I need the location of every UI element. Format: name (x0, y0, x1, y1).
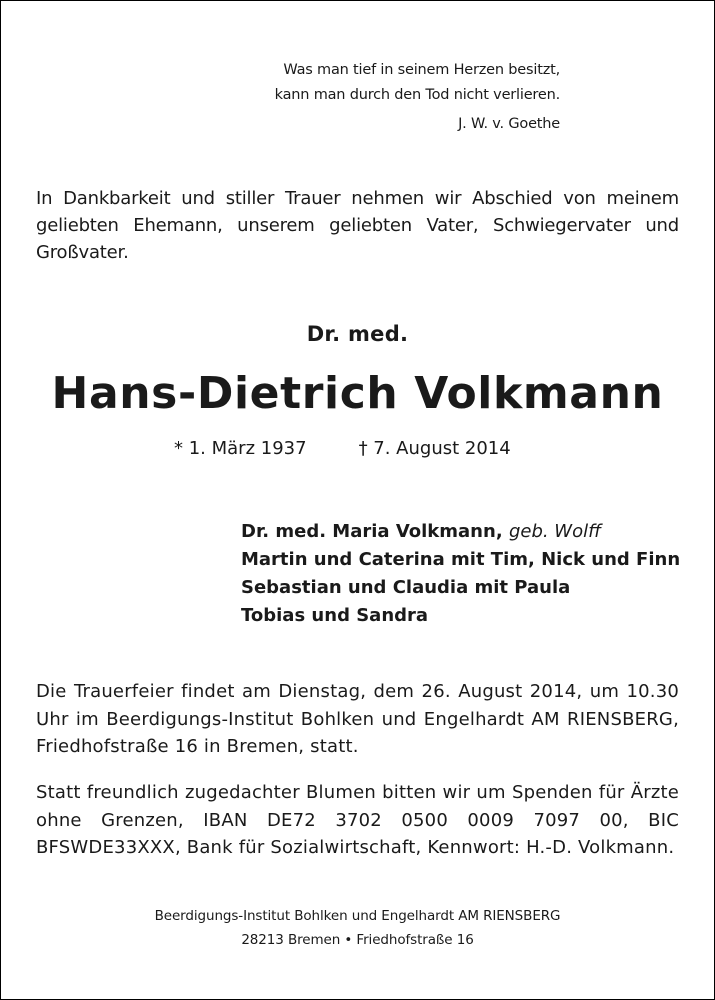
death-date: † 7. August 2014 (358, 438, 511, 459)
life-dates (174, 438, 511, 459)
footer-line-1: Beerdigungs-Institut Bohlken und Engelhardt AM RIENSBERG (154, 908, 561, 924)
quote-author: J. W. v. Goethe (458, 116, 560, 132)
birth-date: * 1. März 1937 (174, 438, 307, 459)
goethe-quote (275, 58, 560, 137)
deceased-title: Dr. med. (306, 322, 409, 346)
ceremony-info: Die Trauerfeier findet am Dienstag, dem 26. August 2014, um 10.30 Uhr im Beerdigungs-Institut Bohlken und Engelhardt AM RIENSBERG, Friedhofstraße 16 in Bremen, statt. (36, 681, 679, 757)
intro-text: In Dankbarkeit und stiller Trauer nehmen wir Abschied von meinem geliebten Ehemann, unserem geliebten Vater, Schwiegervater und Großvater. (36, 188, 679, 263)
spouse-name: Dr. med. Maria Volkmann, (241, 521, 503, 542)
mourner-line: Tobias und Sandra (241, 605, 429, 626)
donation-info: Statt freundlich zugedachter Blumen bitten wir um Spenden für Ärzte ohne Grenzen, IBAN DE72 3702 0500 0009 7097 00, BIC BFSWDE33XXX, Bank für Sozialwirtschaft, Kennwort: H.-D. Volkmann. (36, 782, 679, 858)
mourner-line: Sebastian und Claudia mit Paula (241, 577, 571, 598)
mourners-list (241, 518, 680, 630)
quote-line-2: kann man durch den Tod nicht verlieren. (274, 87, 560, 103)
mourner-spouse (241, 518, 680, 546)
footer-line-2: 28213 Bremen • Friedhofstraße 16 (241, 932, 474, 948)
mourner-line: Martin und Caterina mit Tim, Nick und Finn (241, 549, 681, 570)
deceased-name: Hans-Dietrich Volkmann (51, 368, 664, 419)
funeral-home-footer (0, 904, 715, 952)
spouse-nee: geb. Wolff (508, 521, 602, 542)
quote-line-1: Was man tief in seinem Herzen besitzt, (283, 62, 560, 78)
